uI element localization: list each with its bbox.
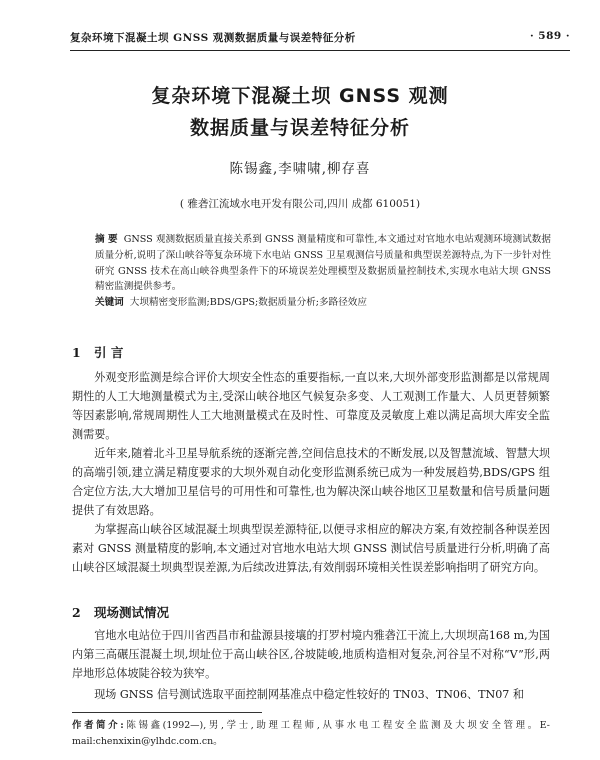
section-number: 1	[72, 345, 81, 360]
intro-paragraph-3: 为掌握高山峡谷区域混凝土坝典型误差源特征,以便寻求相应的解决方案,有效控制各种误差因素对 GNSS 测量精度的影响,本文通过对官地水电站大坝 GNSS 测试信号质量进行分析,明确了高山峡谷区域混凝土坝典型误差源,为后续改进算法,有效削弱环境相关性误差影响指明了研究方向。	[72, 523, 550, 574]
field-test-paragraph-2: 现场 GNSS 信号测试选取平面控制网基准点中稳定性较好的 TN03、TN06、TN07 和	[94, 688, 524, 701]
intro-paragraph-1: 外观变形监测是综合评价大坝安全性态的重要指标,一直以来,大坝外部变形监测都是以常规周期性的人工大地测量模式为主,受深山峡谷地区气候复杂多变、人工观测工作量大、人员更替频繁等因素影响,常规周期性人工大地测量模式在及时性、可靠度及灵敏度上难以满足高坝大库安全监测需要。	[72, 371, 550, 441]
abstract-block	[95, 232, 551, 311]
abstract	[95, 232, 551, 295]
article-title	[0, 80, 600, 144]
section-title: 现场测试情况	[94, 605, 170, 620]
title-line-2: 数据质量与误差特征分析	[189, 117, 410, 139]
keywords	[95, 295, 551, 311]
abstract-text: GNSS 观测数据质量直接关系到 GNSS 测量精度和可靠性,本文通过对官地水电站观测环境测试数据质量分析,说明了深山峡谷等复杂环境下水电站 GNSS 卫星观测信号质量和典型误差源特点,为下一步针对性研究 GNSS 技术在高山峡谷典型条件下的环境误差处理模型及数据质量控制技术,实现水电站大坝 GNSS 精密监测提供参考。	[95, 234, 552, 293]
title-line-1: 复杂环境下混凝土坝 GNSS 观测	[151, 85, 449, 107]
running-title: 复杂环境下混凝土坝 GNSS 观测数据质量与误差特征分析	[70, 32, 356, 44]
footnote-label: 作者简介:	[72, 720, 124, 731]
keywords-label: 关键词	[95, 297, 124, 309]
section-title: 引 言	[94, 345, 124, 360]
section-heading-introduction	[72, 343, 123, 361]
section-number: 2	[72, 605, 81, 620]
footnote-text: 陈锡鑫(1992—),男,学士,助理工程师,从事水电工程安全监测及大坝安全管理。E-mail:chenxixin@ylhdc.com.cn。	[72, 720, 550, 747]
intro-paragraph-2: 近年来,随着北斗卫星导航系统的逐渐完善,空间信息技术的不断发展,以及智慧流域、智慧大坝的高端引领,建立满足精度要求的大坝外观自动化变形监测系统已成为一种发展趋势,BDS/GPS 组合定位方法,大大增加卫星信号的可用性和可靠性,也为解决深山峡谷地区卫星数量和信号质量问题提供了有效思路。	[72, 447, 550, 517]
keywords-text: 大坝精密变形监测;BDS/GPS;数据质量分析;多路径效应	[129, 297, 367, 309]
page-number: · 589 ·	[529, 30, 570, 42]
authors: 陈锡鑫,李啸啸,柳存喜	[229, 161, 371, 177]
section-heading-field-test	[72, 603, 169, 621]
affiliation: ( 雅砻江流域水电开发有限公司,四川 成都 610051)	[179, 198, 421, 210]
running-head	[70, 30, 570, 45]
footnote-rule	[72, 712, 262, 713]
author-footnote	[72, 718, 550, 750]
abstract-label: 摘 要	[95, 234, 118, 245]
field-test-paragraph-1: 官地水电站位于四川省西昌市和盐源县接壤的打罗村境内雅砻江干流上,大坝坝高168 m,为国内第三高碾压混凝土坝,坝址位于高山峡谷区,谷坡陡峻,地质构造相对复杂,河谷呈不对称“V”形,两岸地形总体坡陡谷较为狭窄。	[72, 629, 550, 680]
header-rule	[70, 50, 570, 51]
